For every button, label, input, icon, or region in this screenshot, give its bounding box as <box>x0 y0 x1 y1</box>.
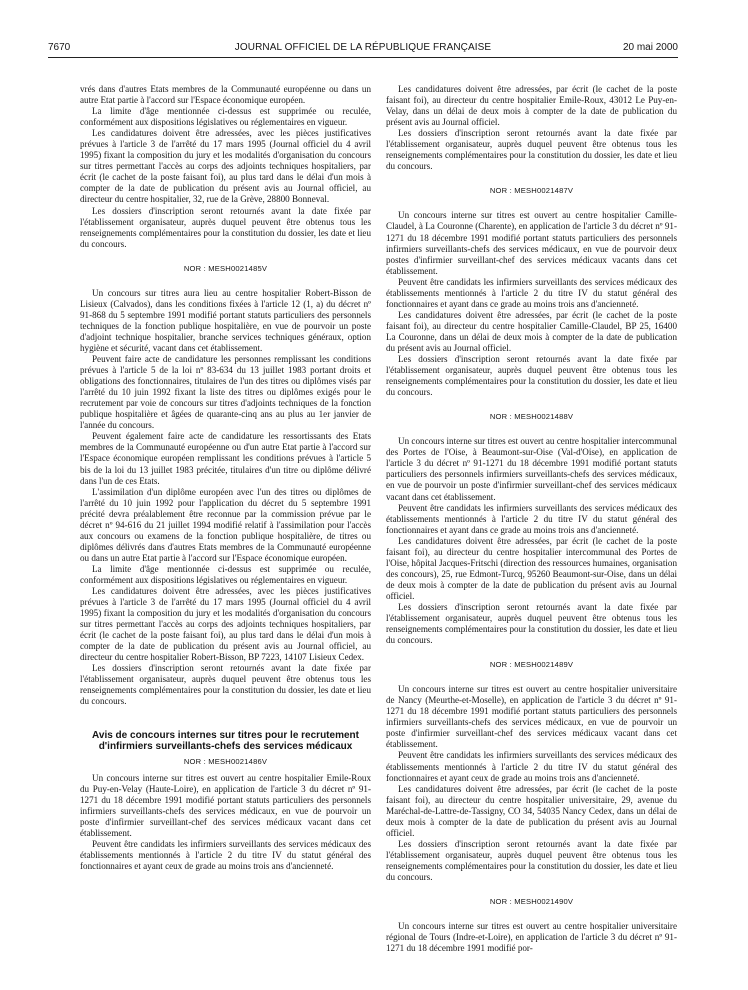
paragraph: Les dossiers d'inscription seront retournés avant la date fixée par l'établissement organisateur, auprès duquel peuvent être obtenus tous les renseignements complémentaires pour la constitution du dossier, les date et lieu du concours. <box>386 354 677 398</box>
paragraph: Les dossiers d'inscription seront retournés avant la date fixée par l'établissement organisateur, auprès duquel peuvent être obtenus tous les renseignements complémentaires pour la constitution du dossier, les date et lieu du concours. <box>80 205 371 249</box>
paragraph: Un concours interne sur titres est ouvert au centre hospitalier Emile-Roux du Puy-en-Velay (Haute-Loire), en application de l'article 3 du décret nº 91-1271 du 18 décembre 1991 modifié portant statuts particuliers des personnels infirmiers surveillants-chefs des services médicaux, en vue de pourvoir un poste d'infirmier surveillant-chef des services médicaux vacant dans cet établissement. <box>80 772 371 838</box>
paragraph: Les candidatures doivent être adressées, par écrit (le cachet de la poste faisant foi), au directeur du centre hospitalier universitaire, 29, avenue du Maréchal-de-Lattre-de-Tassigny, CO 34, 54035 Nancy Cedex, dans un délai de deux mois à compter de la date de publication du présent avis au Journal officiel. <box>386 783 677 838</box>
paragraph: Peuvent faire acte de candidature les personnes remplissant les conditions prévues à l'article 5 de la loi nº 83-634 du 13 juillet 1983 portant droits et obligations des fonctionnaires, titulaires de l'un des titres ou diplômes visés par l'arrêté du 10 juin 1992 fixant la liste des titres ou diplômes exigés pour le recrutement par voie de concours sur titres d'adjoints techniques de la fonction publique hospitalière et âgées de quarante-cinq ans au plus au 1er janvier de l'année du concours. <box>80 354 371 431</box>
paragraph: Les dossiers d'inscription seront retournés avant la date fixée par l'établissement organisateur, auprès duquel peuvent être obtenus tous les renseignements complémentaires pour la constitution du dossier, les date et lieu du concours. <box>386 128 677 172</box>
paragraph: vrés dans d'autres Etats membres de la Communauté européenne ou dans un autre Etat partie à l'accord sur l'Espace économique européen. <box>80 84 371 106</box>
paragraph: Un concours interne sur titres est ouvert au centre hospitalier intercommunal des Portes de l'Oise, à Beaumont-sur-Oise (Val-d'Oise), en application de l'article 3 du décret nº 91-1271 du 18 décembre 1991 modifié portant statuts particuliers des personnels infirmiers surveillants-chefs des services médicaux, en vue de pourvoir un poste d'infirmier surveillant-chef des services médicaux vacant dans cet établissement. <box>386 436 677 502</box>
paragraph: L'assimilation d'un diplôme européen avec l'un des titres ou diplômes de l'arrêté du 10 juin 1992 pour l'application du décret du 5 septembre 1991 précité devra préalablement être reconnue par la commission prévue par le décret nº 94-616 du 21 juillet 1994 modifié relatif à l'assimilation pour l'accès aux concours ou examens de la fonction publique hospitalière, de titres ou diplômes délivrés dans d'autres Etats membres de la Communauté européenne ou dans un autre Etat partie à l'accord sur l'Espace économique européen. <box>80 486 371 563</box>
left-column <box>80 84 371 872</box>
paragraph: La limite d'âge mentionnée ci-dessus est supprimée ou reculée, conformément aux dispositions législatives ou réglementaires en vigueur. <box>80 106 371 128</box>
paragraph: Un concours interne sur titres est ouvert au centre hospitalier universitaire de Nancy (Meurthe-et-Moselle), en application de l'article 3 du décret nº 91-1271 du 18 décembre 1991 modifié portant statuts particuliers des personnels infirmiers surveillants-chefs des services médicaux, en vue de pourvoir un poste d'infirmier surveillant-chef des services médicaux vacant dans cet établissement. <box>386 684 677 750</box>
paragraph: Un concours interne sur titres est ouvert au centre hospitalier universitaire régional de Tours (Indre-et-Loire), en application de l'article 3 du décret nº 91-1271 du 18 décembre 1991 modifié por- <box>386 921 677 954</box>
paragraph: Les candidatures doivent être adressées, par écrit (le cachet de la poste faisant foi), au directeur du centre hospitalier intercommunal des Portes de l'Oise, hôpital Jacques-Fritschi (direction des ressources humaines, organisation des concours), 25, rue Edmont-Turcq, 95260 Beaumont-sur-Oise, dans un délai de deux mois à compter de la date de publication du présent avis au Journal officiel. <box>386 535 677 601</box>
nor-reference: NOR : MESH0021486V <box>183 756 268 766</box>
nor-reference: NOR : MESH0021489V <box>489 660 574 670</box>
right-column <box>386 84 677 954</box>
nor-reference: NOR : MESH0021485V <box>183 263 268 273</box>
issue-date: 20 mai 2000 <box>622 42 678 53</box>
paragraph: Les dossiers d'inscription seront retournés avant la date fixée par l'établissement organisateur, auprès duquel peuvent être obtenus tous les renseignements complémentaires pour la constitution du dossier, les date et lieu du concours. <box>386 601 677 646</box>
paragraph: La limite d'âge mentionnée ci-dessus est supprimée ou reculée, conformément aux dispositions législatives ou réglementaires en vigueur. <box>80 563 371 585</box>
journal-title: JOURNAL OFFICIEL DE LA RÉPUBLIQUE FRANÇAISE <box>234 42 492 53</box>
paragraph: Peuvent être candidats les infirmiers surveillants des services médicaux des établissements mentionnés à l'article 2 du titre IV du statut général des fonctionnaires et ayant dans ce grade au moins trois ans d'ancienneté. <box>386 276 677 309</box>
page-header <box>48 42 678 56</box>
paragraph: Un concours interne sur titres est ouvert au centre hospitalier Camille-Claudel, à La Couronne (Charente), en application de l'article 3 du décret nº 91-1271 du 18 décembre 1991 modifié portant statuts particuliers des personnels infirmiers surveillants-chefs des services médicaux, en vue de pourvoir deux postes d'infirmier surveillant-chef des services médicaux vacants dans cet établissement. <box>386 210 677 276</box>
nor-reference: NOR : MESH0021487V <box>489 186 574 196</box>
paragraph: Les candidatures doivent être adressées, avec les pièces justificatives prévues à l'article 3 de l'arrêté du 17 mars 1995 (Journal officiel du 4 avril 1995) fixant la composition du jury et les modalités d'organisation du concours sur titres permettant l'accès au corps des adjoints techniques hospitaliers, par écrit (le cachet de la poste faisant foi), au plus tard dans le délai d'un mois à compter de la date de publication du présent avis au Journal officiel, au directeur du centre hospitalier, 32, rue de la Grève, 28800 Bonneval. <box>80 128 371 205</box>
section-title: Avis de concours internes sur titres pour le recrutement d'infirmiers surveillants-chefs des services médicaux <box>92 729 359 753</box>
paragraph: Les dossiers d'inscription seront retournés avant la date fixée par l'établissement organisateur, auprès duquel peuvent être obtenus tous les renseignements complémentaires pour la constitution du dossier, les date et lieu du concours. <box>80 663 371 707</box>
paragraph: Les candidatures doivent être adressées, par écrit (le cachet de la poste faisant foi), au directeur du centre hospitalier Emile-Roux, 43012 Le Puy-en-Velay, dans un délai de deux mois à compter de la date de publication du présent avis au Journal officiel. <box>386 84 677 128</box>
nor-reference: NOR : MESH0021488V <box>489 412 574 422</box>
paragraph: Les candidatures doivent être adressées, par écrit (le cachet de la poste faisant foi), au directeur du centre hospitalier Camille-Claudel, BP 25, 16400 La Couronne, dans un délai de deux mois à compter de la date de publication du présent avis au Journal officiel. <box>386 309 677 353</box>
header-rule <box>48 57 678 58</box>
page-number: 7670 <box>48 42 71 53</box>
paragraph: Peuvent être candidats les infirmiers surveillants des services médicaux des établissements mentionnés à l'article 2 du titre IV du statut général des fonctionnaires et ayant dans ce grade au moins trois ans d'ancienneté. <box>386 502 677 535</box>
paragraph: Peuvent être candidats les infirmiers surveillants des services médicaux des établissements mentionnés à l'article 2 du titre IV du statut général des fonctionnaires et ayant ceux de grade au moins trois ans d'ancienneté. <box>386 750 677 783</box>
paragraph: Peuvent également faire acte de candidature les ressortissants des Etats membres de la Communauté européenne ou d'un autre Etat partie à l'accord sur l'Espace économique européen remplissant les conditions prévues à l'article 5 bis de la loi du 13 juillet 1983 précitée, titulaires d'un titre ou diplôme délivré dans l'un de ces Etats. <box>80 431 371 486</box>
paragraph: Peuvent être candidats les infirmiers surveillants des services médicaux des établissements mentionnés à l'article 2 du titre IV du statut général des fonctionnaires et ayant ceux de grade au moins trois ans d'ancienneté. <box>80 838 371 871</box>
paragraph: Les candidatures doivent être adressées, avec les pièces justificatives prévues à l'article 3 de l'arrêté du 17 mars 1995 (Journal officiel du 4 avril 1995) fixant la composition du jury et les modalités d'organisation du concours sur titres permettant l'accès au corps des adjoints techniques hospitaliers, par écrit (le cachet de la poste faisant foi), au plus tard dans le délai d'un mois à compter de la date de publication du présent avis au Journal officiel, au directeur du centre hospitalier Robert-Bisson, BP 7223, 14107 Lisieux Cedex. <box>80 586 371 663</box>
paragraph: Les dossiers d'inscription seront retournés avant la date fixée par l'établissement organisateur, auprès duquel peuvent être obtenus tous les renseignements complémentaires pour la constitution du dossier, les date et lieu du concours. <box>386 838 677 882</box>
paragraph: Un concours sur titres aura lieu au centre hospitalier Robert-Bisson de Lisieux (Calvados), dans les conditions fixées à l'article 12 (1, a) du décret nº 91-868 du 5 septembre 1991 modifié portant statuts particuliers des personnels techniques de la fonction publique hospitalière, en vue de pourvoir un poste d'adjoint technique hospitalier, branche services techniques généraux, option hygiène et sécurité, vacant dans cet établissement. <box>80 287 371 353</box>
nor-reference: NOR : MESH0021490V <box>489 897 574 907</box>
